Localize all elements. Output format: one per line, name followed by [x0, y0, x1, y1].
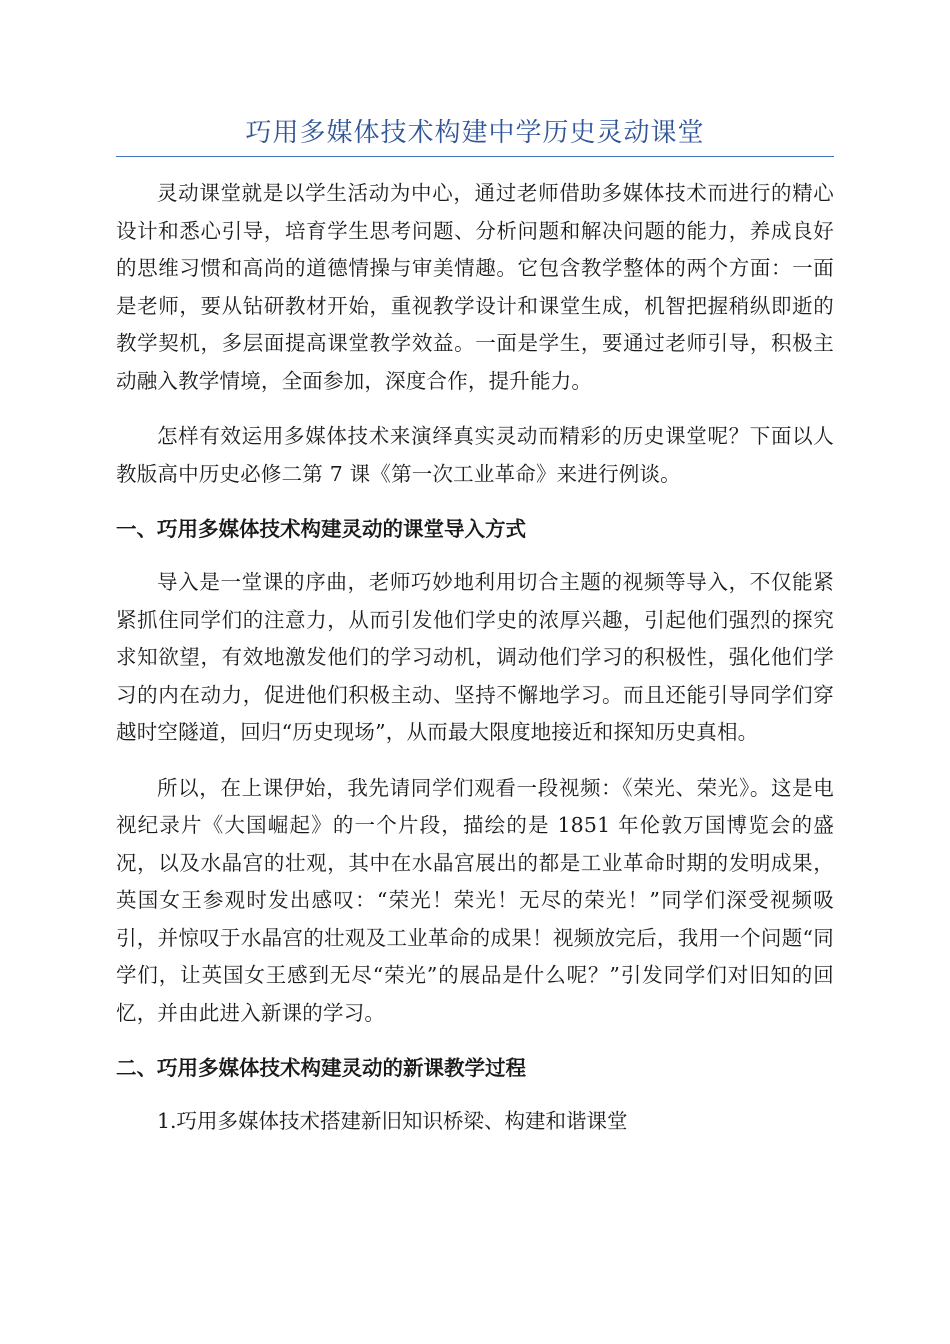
paragraph-question: 怎样有效运用多媒体技术来演绎真实灵动而精彩的历史课堂呢？下面以人教版高中历史必修二第 7 课《第一次工业革命》来进行例谈。 — [116, 424, 834, 486]
section-heading-2: 二、巧用多媒体技术构建灵动的新课教学过程 — [116, 1056, 526, 1080]
paragraph-video-example: 所以，在上课伊始，我先请同学们观看一段视频：《荣光、荣光》。这是电视纪录片《大国崛起》的一个片段，描绘的是 1851 年伦敦万国博览会的盛况，以及水晶宫的壮观，其中在水晶宫展出的都是工业革命时期的发明成果，英国女王参观时发出感叹：“荣光！荣光！无尽的荣光！”同学们深受视频吸引，并惊叹于水晶宫的壮观及工业革命的成果！视频放完后，我用一个问题“同学们，让英国女王感到无尽“荣光”的展品是什么呢？”引发同学们对旧知的回忆，并由此进入新课的学习。 — [116, 775, 834, 1025]
document-title: 巧用多媒体技术构建中学历史灵动课堂 — [245, 118, 705, 148]
title-underline — [116, 156, 834, 157]
paragraph-introduction-method: 导入是一堂课的序曲，老师巧妙地利用切合主题的视频等导入，不仅能紧紧抓住同学们的注意力，从而引发他们学史的浓厚兴趣，引起他们强烈的探究求知欲望，有效地激发他们的学习动机，调动他们学习的积极性，强化他们学习的内在动力，促进他们积极主动、坚持不懈地学习。而且还能引导同学们穿越时空隧道，回归“历史现场”，从而最大限度地接近和探知历史真相。 — [116, 570, 834, 744]
document-page — [116, 112, 834, 1140]
subsection-heading-1: 1.巧用多媒体技术搭建新旧知识桥梁、构建和谐课堂 — [157, 1109, 628, 1133]
section-heading-1: 一、巧用多媒体技术构建灵动的课堂导入方式 — [116, 517, 526, 541]
paragraph-intro: 灵动课堂就是以学生活动为中心，通过老师借助多媒体技术而进行的精心设计和悉心引导，培育学生思考问题、分析问题和解决问题的能力，养成良好的思维习惯和高尚的道德情操与审美情趣。它包含教学整体的两个方面：一面是老师，要从钻研教材开始，重视教学设计和课堂生成，机智把握稍纵即逝的教学契机，多层面提高课堂教学效益。一面是学生，要通过老师引导，积极主动融入教学情境，全面参加，深度合作，提升能力。 — [116, 181, 834, 393]
